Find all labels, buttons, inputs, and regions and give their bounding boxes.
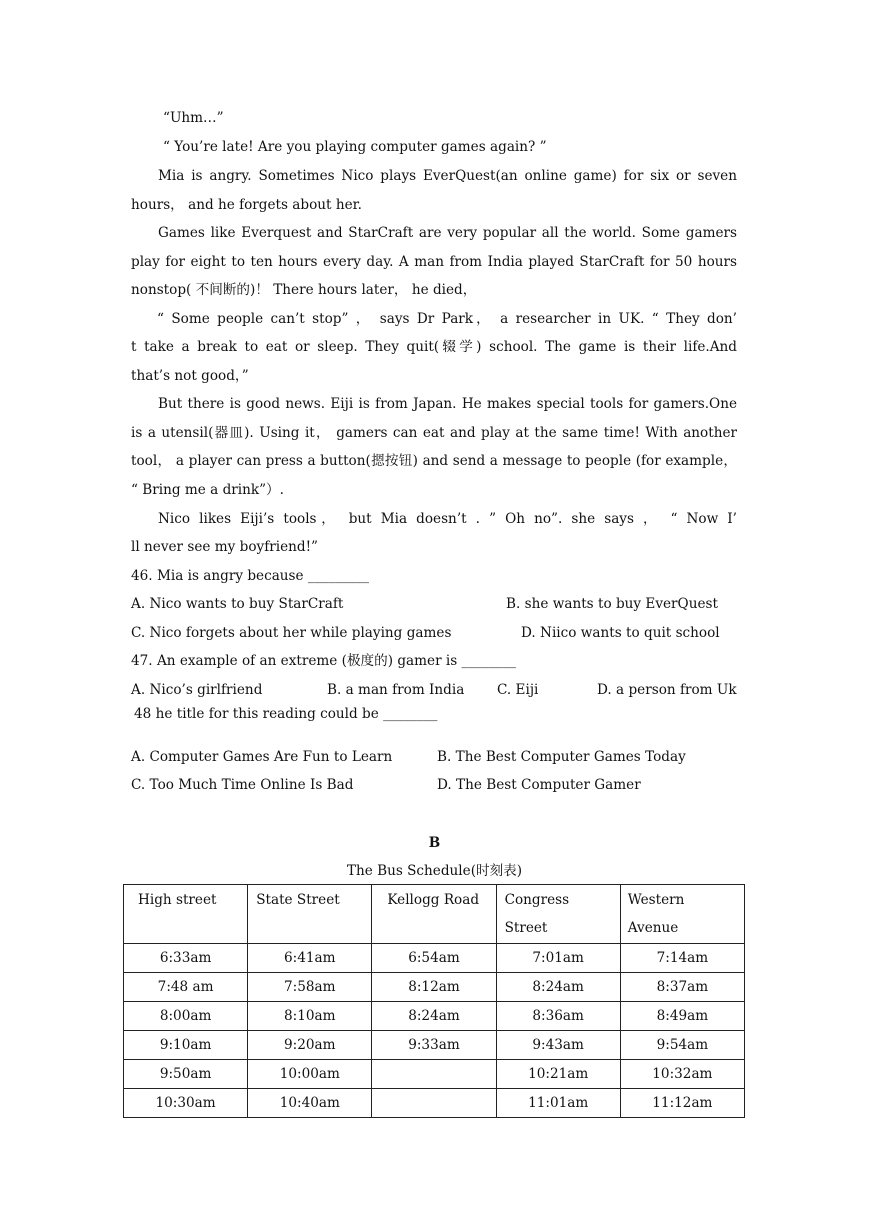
table-cell: 9:10am [124,1031,248,1060]
passage-line: ll never see my boyfriend!” [131,539,318,555]
table-cell: 7:58am [248,973,372,1002]
passage-line: “Uhm…” [163,110,224,126]
passage-line: Mia is angry. Sometimes Nico plays EverQuest(an online game) for six or seven [158,168,737,184]
header-cell: State Street [248,885,372,944]
table-cell: 10:00am [248,1060,372,1089]
passage-line: “ Bring me a drink”）. [131,482,284,498]
table-cell: 11:01am [496,1089,620,1118]
table-row [124,973,745,1002]
table-header-row [124,885,745,944]
question-stem: 46. Mia is angry because _________ [131,568,370,584]
table-row [124,1031,745,1060]
answer-option: C. Nico forgets about her while playing games [131,625,452,641]
passage-line: But there is good news. Eiji is from Japan. He makes special tools for gamers.One [158,396,737,412]
header-cell: Congress Street [496,885,620,944]
bus-schedule-table [123,884,745,1118]
table-cell: 8:49am [620,1002,744,1031]
passage-line: Nico likes Eiji’s tools， but Mia doesn’t . ” Oh no”. she says ， “ Now I’ [158,511,737,527]
passage-line: play for eight to ten hours every day. A man from India played StarCraft for 50 hours [131,254,737,270]
table-cell: 6:33am [124,944,248,973]
passage-line: nonstop( 不间断的)！ There hours later， he died， [131,282,477,298]
table-cell: 7:48 am [124,973,248,1002]
table-cell: 9:20am [248,1031,372,1060]
table-cell: 10:40am [248,1089,372,1118]
answer-option: B. The Best Computer Games Today [437,749,686,765]
table-row [124,1060,745,1089]
table-row [124,1002,745,1031]
table-cell: 8:24am [372,1002,496,1031]
header-cell: Kellogg Road [372,885,496,944]
answer-option: C. Too Much Time Online Is Bad [131,777,354,793]
passage-line: “ You’re late! Are you playing computer games again? ” [163,139,547,155]
table-cell: 7:01am [496,944,620,973]
passage-line: t take a break to eat or sleep. They quit(辍学) school. The game is their life.And [131,339,737,355]
table-cell: 10:21am [496,1060,620,1089]
answer-option: A. Computer Games Are Fun to Learn [131,749,393,765]
table-cell: 9:54am [620,1031,744,1060]
table-cell: 10:30am [124,1089,248,1118]
table-cell: 8:10am [248,1002,372,1031]
passage-line: Games like Everquest and StarCraft are very popular all the world. Some gamers [158,225,737,241]
table-cell: 8:12am [372,973,496,1002]
table-cell: 9:50am [124,1060,248,1089]
passage-line: tool， a player can press a button(摁按钮) and send a message to people (for example， [131,453,737,469]
table-cell: 9:33am [372,1031,496,1060]
table-row [124,1089,745,1118]
table-cell [372,1089,496,1118]
table-cell [372,1060,496,1089]
answer-option: D. a person from Uk [597,682,737,698]
answer-option: D. The Best Computer Gamer [437,777,641,793]
table-row [124,944,745,973]
passage-line: “ Some people can’t stop” ， says Dr Park， a researcher in UK. “ They don’ [157,311,737,327]
question-stem: 47. An example of an extreme (极度的) gamer is ________ [131,653,516,669]
table-cell: 11:12am [620,1089,744,1118]
passage-line: is a utensil(器皿). Using it， gamers can eat and play at the same time! With another [131,425,737,441]
header-cell: Western Avenue [620,885,744,944]
answer-option: C. Eiji [497,682,539,698]
passage-line: hours， and he forgets about her. [131,197,362,213]
table-cell: 8:24am [496,973,620,1002]
answer-option: B. a man from India [327,682,465,698]
passage-line: that’s not good，” [131,368,249,384]
table-title: The Bus Schedule(时刻表) [346,863,523,879]
answer-option: D. Niico wants to quit school [521,625,720,641]
table-cell: 8:37am [620,973,744,1002]
question-stem: 48 he title for this reading could be ________ [134,706,438,722]
table-cell: 10:32am [620,1060,744,1089]
header-cell: High street [124,885,248,944]
section-letter: B [428,835,441,851]
answer-option: B. she wants to buy EverQuest [506,596,718,612]
table-cell: 9:43am [496,1031,620,1060]
answer-option: A. Nico wants to buy StarCraft [131,596,344,612]
answer-option: A. Nico’s girlfriend [131,682,263,698]
table-cell: 8:00am [124,1002,248,1031]
table-cell: 6:41am [248,944,372,973]
table-cell: 6:54am [372,944,496,973]
table-cell: 8:36am [496,1002,620,1031]
table-cell: 7:14am [620,944,744,973]
